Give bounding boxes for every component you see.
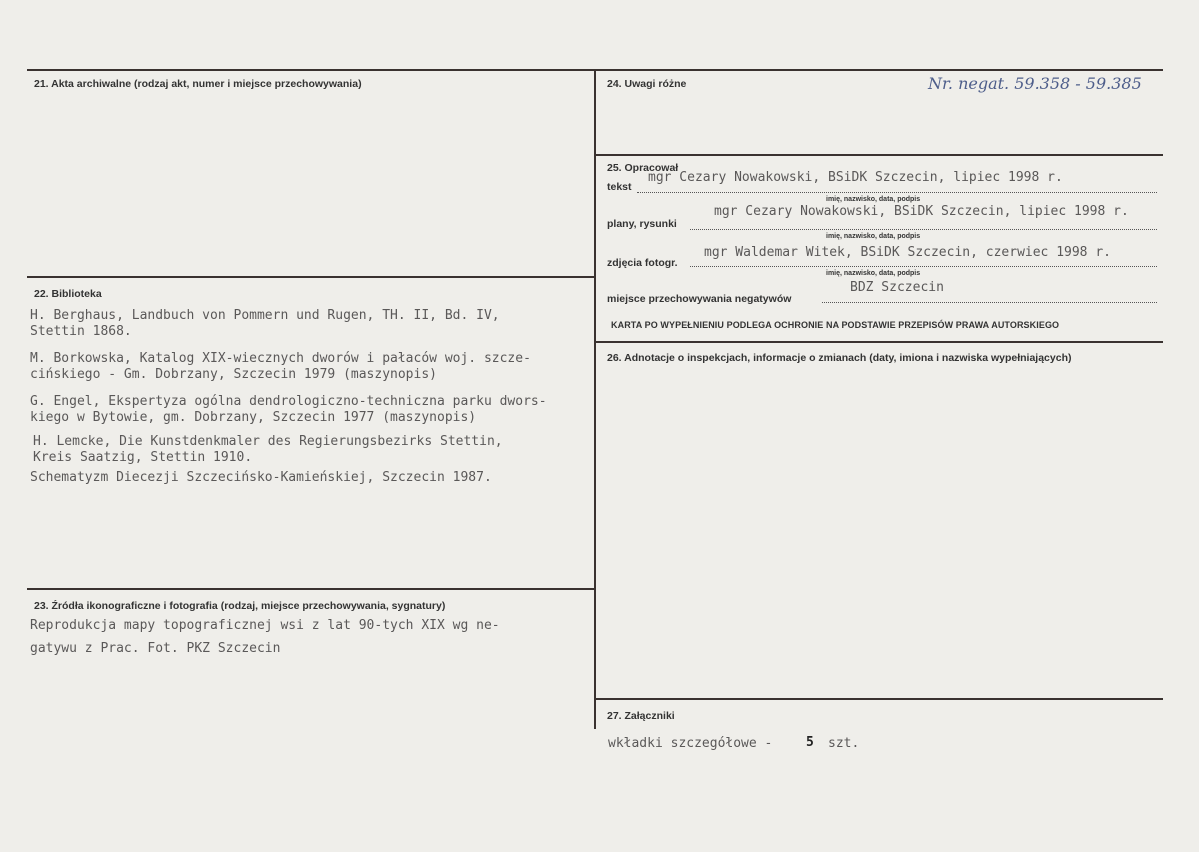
bibliography-line: H. Berghaus, Landbuch von Pommern und Rugen, TH. II, Bd. IV, [30,308,500,323]
photos-author-line [690,266,1157,267]
drawings-author-label: plany, rysunki [607,218,677,230]
photos-author-value: mgr Waldemar Witek, BSiDK Szczecin, czerwiec 1998 r. [704,245,1111,260]
bibliography-line: Stettin 1868. [30,324,132,339]
photos-author-label: zdjęcia fotogr. [607,257,678,269]
copyright-notice: KARTA PO WYPEŁNIENIU PODLEGA OCHRONIE NA PODSTAWIE PRZEPISÓW PRAWA AUTORSKIEGO [611,320,1060,330]
center-divider [594,69,596,729]
section-24-label: 24. Uwagi różne [607,78,687,90]
bibliography-line: M. Borkowska, Katalog XIX-wiecznych dworów i pałaców woj. szcze- [30,351,531,366]
attachments-unit: szt. [828,736,860,751]
section-23-label: 23. Źródła ikonograficzne i fotografia (rodzaj, miejsce przechowywania, sygnatury) [34,600,446,612]
attachments-text: wkładki szczegółowe - [608,736,773,751]
section-25-label: 25. Opracował [607,162,679,174]
attachments-count: 5 [806,735,814,750]
section-26-label: 26. Adnotacje o inspekcjach, informacje o zmianach (daty, imiona i nazwiska wypełniających) [607,352,1072,364]
text-author-line [637,192,1157,193]
iconography-line: Reprodukcja mapy topograficznej wsi z lat 90-tych XIX wg ne- [30,618,500,633]
drawings-author-value: mgr Cezary Nowakowski, BSiDK Szczecin, lipiec 1998 r. [714,204,1129,219]
divider-21-22 [27,276,596,278]
section-21-label: 21. Akta archiwalne (rodzaj akt, numer i miejsce przechowywania) [34,78,362,90]
section-22-label: 22. Biblioteka [34,288,102,300]
photos-author-hint: imię, nazwisko, data, podpis [826,270,921,277]
divider-26-27 [594,698,1163,700]
negatives-location-value: BDZ Szczecin [850,280,944,295]
iconography-line: gatywu z Prac. Fot. PKZ Szczecin [30,641,281,656]
divider-22-23 [27,588,596,590]
divider-25-26 [594,341,1163,343]
negatives-location-label: miejsce przechowywania negatywów [607,293,792,305]
drawings-author-line [690,229,1157,230]
bibliography-line: kiego w Bytowie, gm. Dobrzany, Szczecin 1977 (maszynopis) [30,410,477,425]
bibliography-line: Schematyzm Diecezji Szczecińsko-Kamieńskiej, Szczecin 1987. [30,470,492,485]
section-27-label: 27. Załączniki [607,710,675,722]
text-author-label: tekst [607,181,632,193]
drawings-author-hint: imię, nazwisko, data, podpis [826,233,921,240]
text-author-hint: imię, nazwisko, data, podpis [826,196,921,203]
text-author-value: mgr Cezary Nowakowski, BSiDK Szczecin, lipiec 1998 r. [648,170,1063,185]
bibliography-line: H. Lemcke, Die Kunstdenkmaler des Regierungsbezirks Stettin, [33,434,503,449]
bibliography-line: Kreis Saatzig, Stettin 1910. [33,450,253,465]
negatives-location-line [822,302,1157,303]
divider-24-25 [594,154,1163,156]
bibliography-line: cińskiego - Gm. Dobrzany, Szczecin 1979 (maszynopis) [30,367,437,382]
negative-numbers-handwritten: Nr. negat. 59.358 - 59.385 [928,74,1142,93]
bibliography-line: G. Engel, Ekspertyza ogólna dendrologiczno-techniczna parku dwors- [30,394,547,409]
